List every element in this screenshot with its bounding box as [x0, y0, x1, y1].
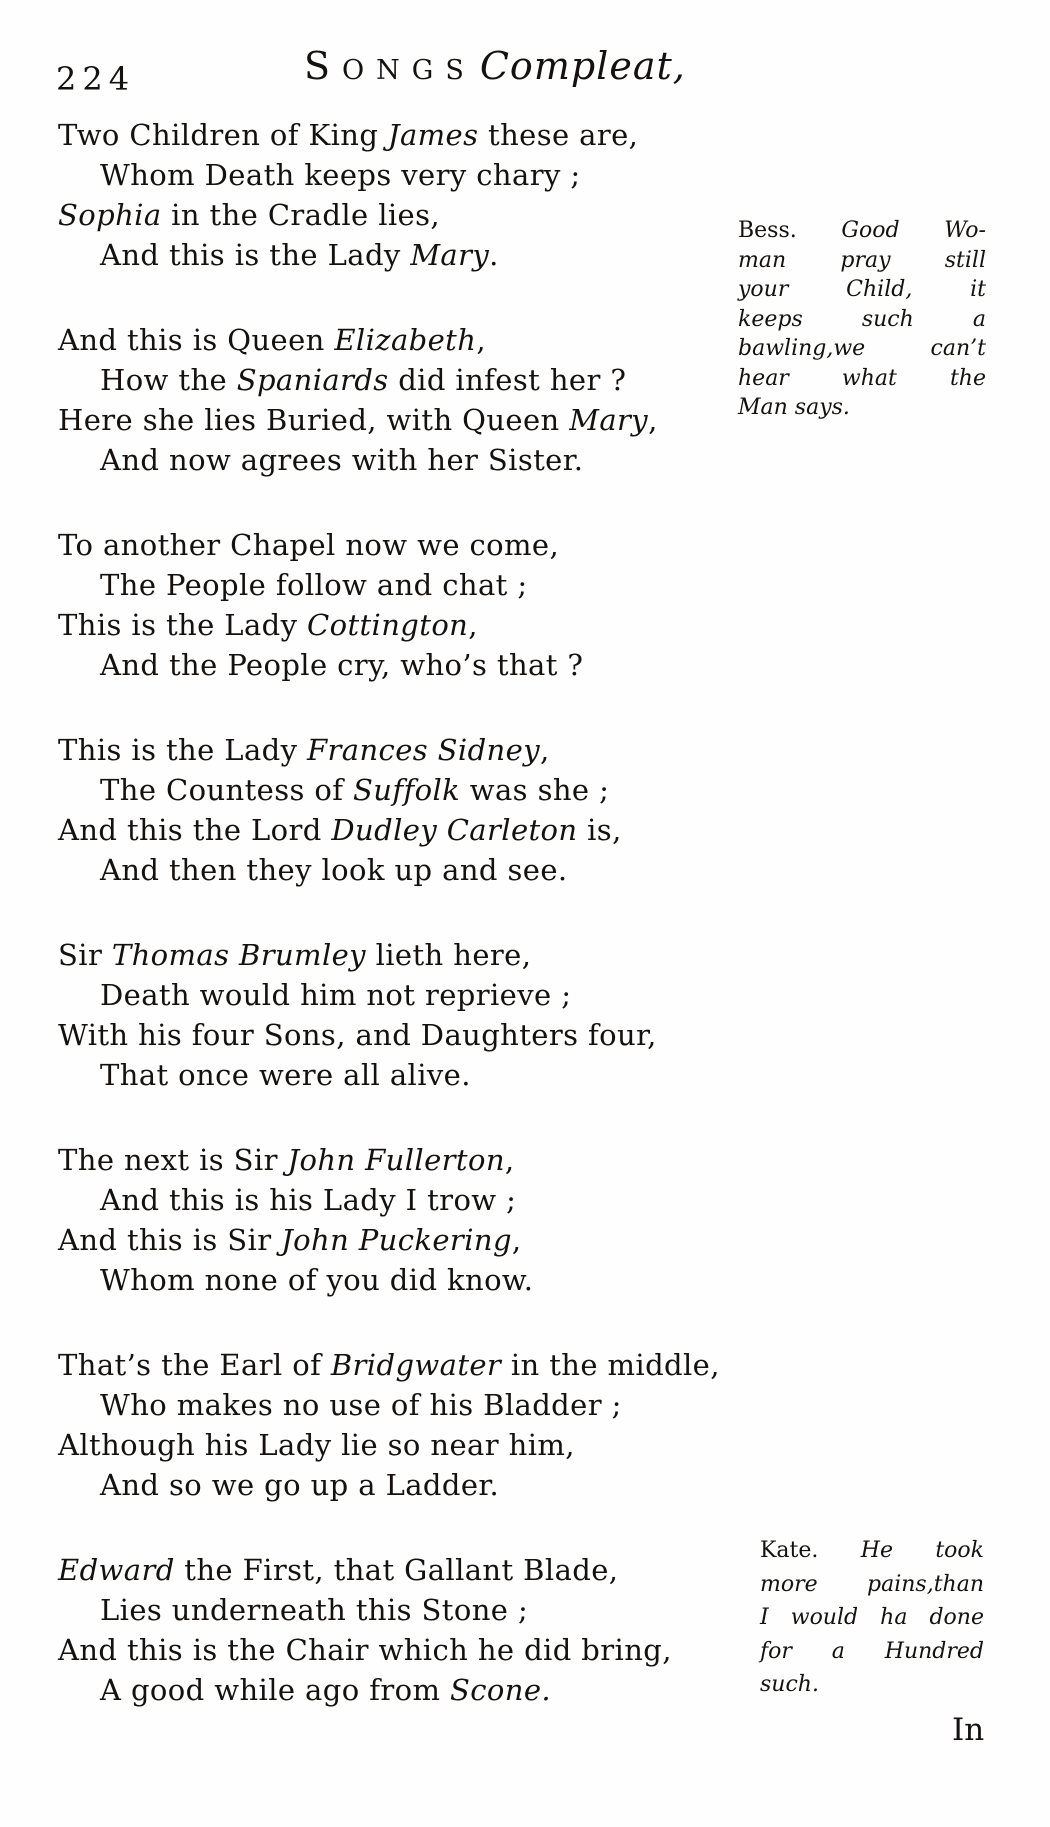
- margin-note-bess: [738, 216, 986, 423]
- verse-line: The Countess of Suffolk was she ;: [100, 773, 610, 807]
- stanza-6: [58, 1140, 720, 1300]
- verse-line: Edward the First, that Gallant Blade,: [58, 1553, 619, 1587]
- verse-line: Two Children of King James these are,: [58, 118, 639, 152]
- verse-line: And this is the Lady Mary.: [100, 238, 499, 272]
- verse-line: And now agrees with her Sister.: [100, 443, 584, 477]
- stanza-3: [58, 525, 720, 685]
- stanza-5: [58, 935, 720, 1095]
- page-number: 224: [56, 60, 136, 98]
- running-title-word: Songs: [304, 44, 476, 88]
- note-line: for a Hundred: [760, 1638, 984, 1664]
- note-line: Bess. Good Wo-: [738, 218, 986, 243]
- verse-line: And this the Lord Dudley Carleton is,: [58, 813, 622, 847]
- verse-line: This is the Lady Cottington,: [58, 608, 478, 642]
- running-title: [304, 44, 686, 88]
- verse-line: And this is his Lady I trow ;: [100, 1183, 517, 1217]
- verse-line: With his four Sons, and Daughters four,: [58, 1018, 657, 1052]
- verse-line: And then they look up and see.: [100, 853, 568, 887]
- verse-line: Death would him not reprieve ;: [100, 978, 572, 1012]
- catchword: In: [952, 1712, 985, 1748]
- note-line: man pray still: [738, 247, 986, 273]
- verse-line: Lies underneath this Stone ;: [100, 1593, 529, 1627]
- stanza-8: [58, 1550, 720, 1710]
- verse-line: A good while ago from Scone.: [100, 1673, 551, 1707]
- verse-line: To another Chapel now we come,: [58, 528, 560, 562]
- stanza-2: [58, 320, 720, 480]
- verse-line: Whom none of you did know.: [100, 1263, 534, 1297]
- stanza-4: [58, 730, 720, 890]
- note-line: your Child, it: [738, 277, 986, 302]
- verse-line: Whom Death keeps very chary ;: [100, 158, 581, 192]
- note-line: Kate. He took: [760, 1538, 984, 1563]
- verse-line: How the Spaniards did infest her ?: [100, 363, 627, 397]
- verse-line: The next is Sir John Fullerton,: [58, 1143, 515, 1177]
- verse-line: Here she lies Buried, with Queen Mary,: [58, 403, 658, 437]
- verse-line: Sophia in the Cradle lies,: [58, 198, 441, 232]
- verse-line: And this is Sir John Puckering,: [58, 1223, 522, 1257]
- note-line: hear what the: [738, 365, 986, 391]
- running-title-descriptor: Compleat,: [479, 44, 686, 88]
- verse-line: The People follow and chat ;: [100, 568, 528, 602]
- verse-line: This is the Lady Frances Sidney,: [58, 733, 550, 767]
- verse-line: And so we go up a Ladder.: [100, 1468, 500, 1502]
- stanza-7: [58, 1345, 720, 1505]
- note-line: Man says.: [738, 395, 850, 420]
- verse-line: Who makes no use of his Bladder ;: [100, 1388, 622, 1422]
- note-line: such.: [760, 1672, 819, 1697]
- verse-line: And the People cry, who’s that ?: [100, 648, 584, 682]
- verse-line: And this is the Chair which he did bring,: [58, 1633, 672, 1667]
- note-line: bawling,we can’t: [738, 336, 986, 361]
- verse-line: And this is Queen Elizabeth,: [58, 323, 486, 357]
- note-line: more pains,than: [760, 1571, 984, 1597]
- note-line: I would ha done: [760, 1605, 984, 1630]
- margin-note-kate: [760, 1534, 984, 1702]
- verse-line: That’s the Earl of Bridgwater in the middle,: [58, 1348, 720, 1382]
- poem: [58, 115, 720, 1755]
- note-line: keeps such a: [738, 306, 986, 332]
- verse-line: Sir Thomas Brumley lieth here,: [58, 938, 532, 972]
- stanza-1: [58, 115, 720, 275]
- verse-line: That once were all alive.: [100, 1058, 471, 1092]
- verse-line: Although his Lady lie so near him,: [58, 1428, 575, 1462]
